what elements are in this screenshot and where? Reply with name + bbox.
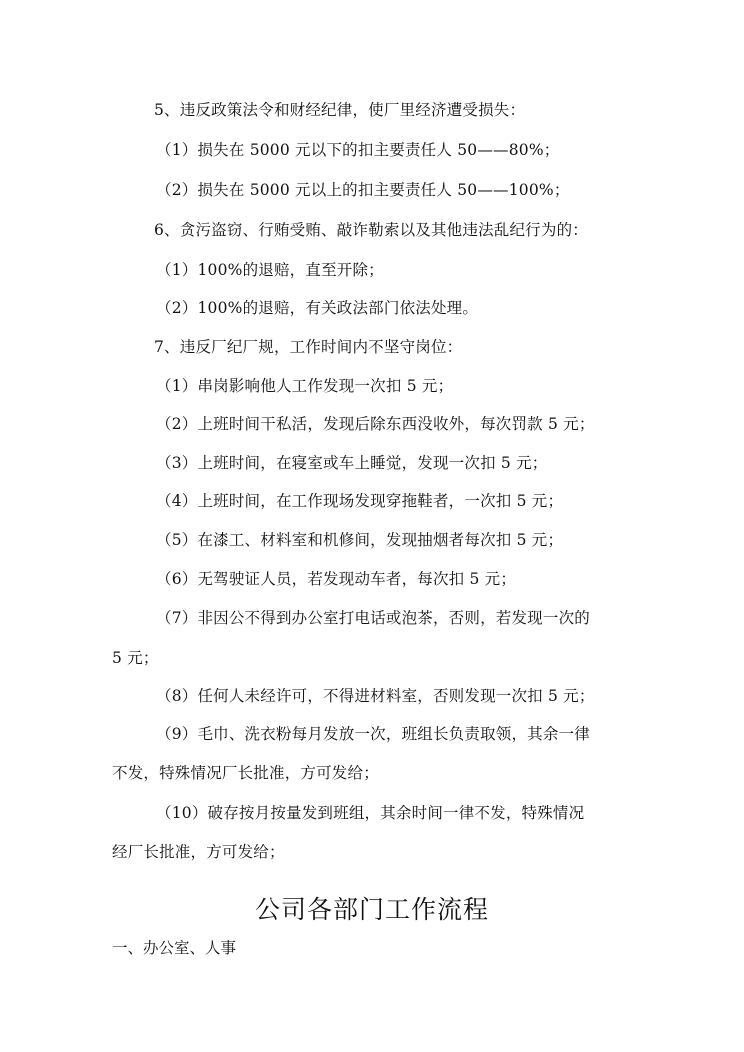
paragraph-item-7-9-cont: 不发，特殊情况厂长批准，方可发给； [112, 764, 379, 782]
paragraph-item-5-2: （2）损失在 5000 元以上的扣主要责任人 50——100%； [156, 181, 570, 199]
paragraph-item-7-8: （8）任何人未经许可，不得进材料室，否则发现一次扣 5 元； [156, 687, 595, 705]
paragraph-item-6-1: （1）100%的退赔，直至开除； [156, 261, 384, 279]
paragraph-item-7-4: （4）上班时间，在工作现场发现穿拖鞋者，一次扣 5 元； [156, 492, 564, 510]
paragraph-item-7-7-cont: 5 元； [112, 649, 159, 667]
paragraph-item-7-3: （3）上班时间，在寝室或车上睡觉，发现一次扣 5 元； [156, 454, 548, 472]
paragraph-item-7: 7、违反厂纪厂规，工作时间内不坚守岗位： [154, 338, 463, 356]
section-heading: 公司各部门工作流程 [254, 895, 489, 924]
paragraph-item-7-1: （1）串岗影响他人工作发现一次扣 5 元； [156, 377, 454, 395]
paragraph-item-7-10: （10）破存按月按量发到班组，其余时间一律不发，特殊情况 [156, 804, 585, 822]
paragraph-item-5: 5、违反政策法令和财经纪律，使厂里经济遭受损失： [154, 101, 526, 119]
paragraph-item-6: 6、贪污盗窃、行贿受贿、敲诈勒索以及其他违法乱纪行为的： [154, 221, 588, 239]
paragraph-item-7-5: （5）在漆工、材料室和机修间，发现抽烟者每次扣 5 元； [156, 531, 564, 549]
paragraph-item-6-2: （2）100%的退赔，有关政法部门依法处理。 [156, 299, 479, 317]
paragraph-item-7-2: （2）上班时间干私活，发现后除东西没收外，每次罚款 5 元； [156, 415, 595, 433]
paragraph-item-7-10-cont: 经厂长批准，方可发给； [112, 843, 285, 861]
paragraph-item-7-9: （9）毛巾、洗衣粉每月发放一次，班组长负责取领，其余一律 [156, 725, 590, 743]
paragraph-item-5-1: （1）损失在 5000 元以下的扣主要责任人 50——80%； [156, 141, 560, 159]
subsection-label: 一、办公室、人事 [112, 939, 237, 957]
paragraph-item-7-6: （6）无驾驶证人员，若发现动车者，每次扣 5 元； [156, 570, 517, 588]
paragraph-item-7-7: （7）非因公不得到办公室打电话或泡茶，否则，若发现一次的 [156, 609, 590, 627]
